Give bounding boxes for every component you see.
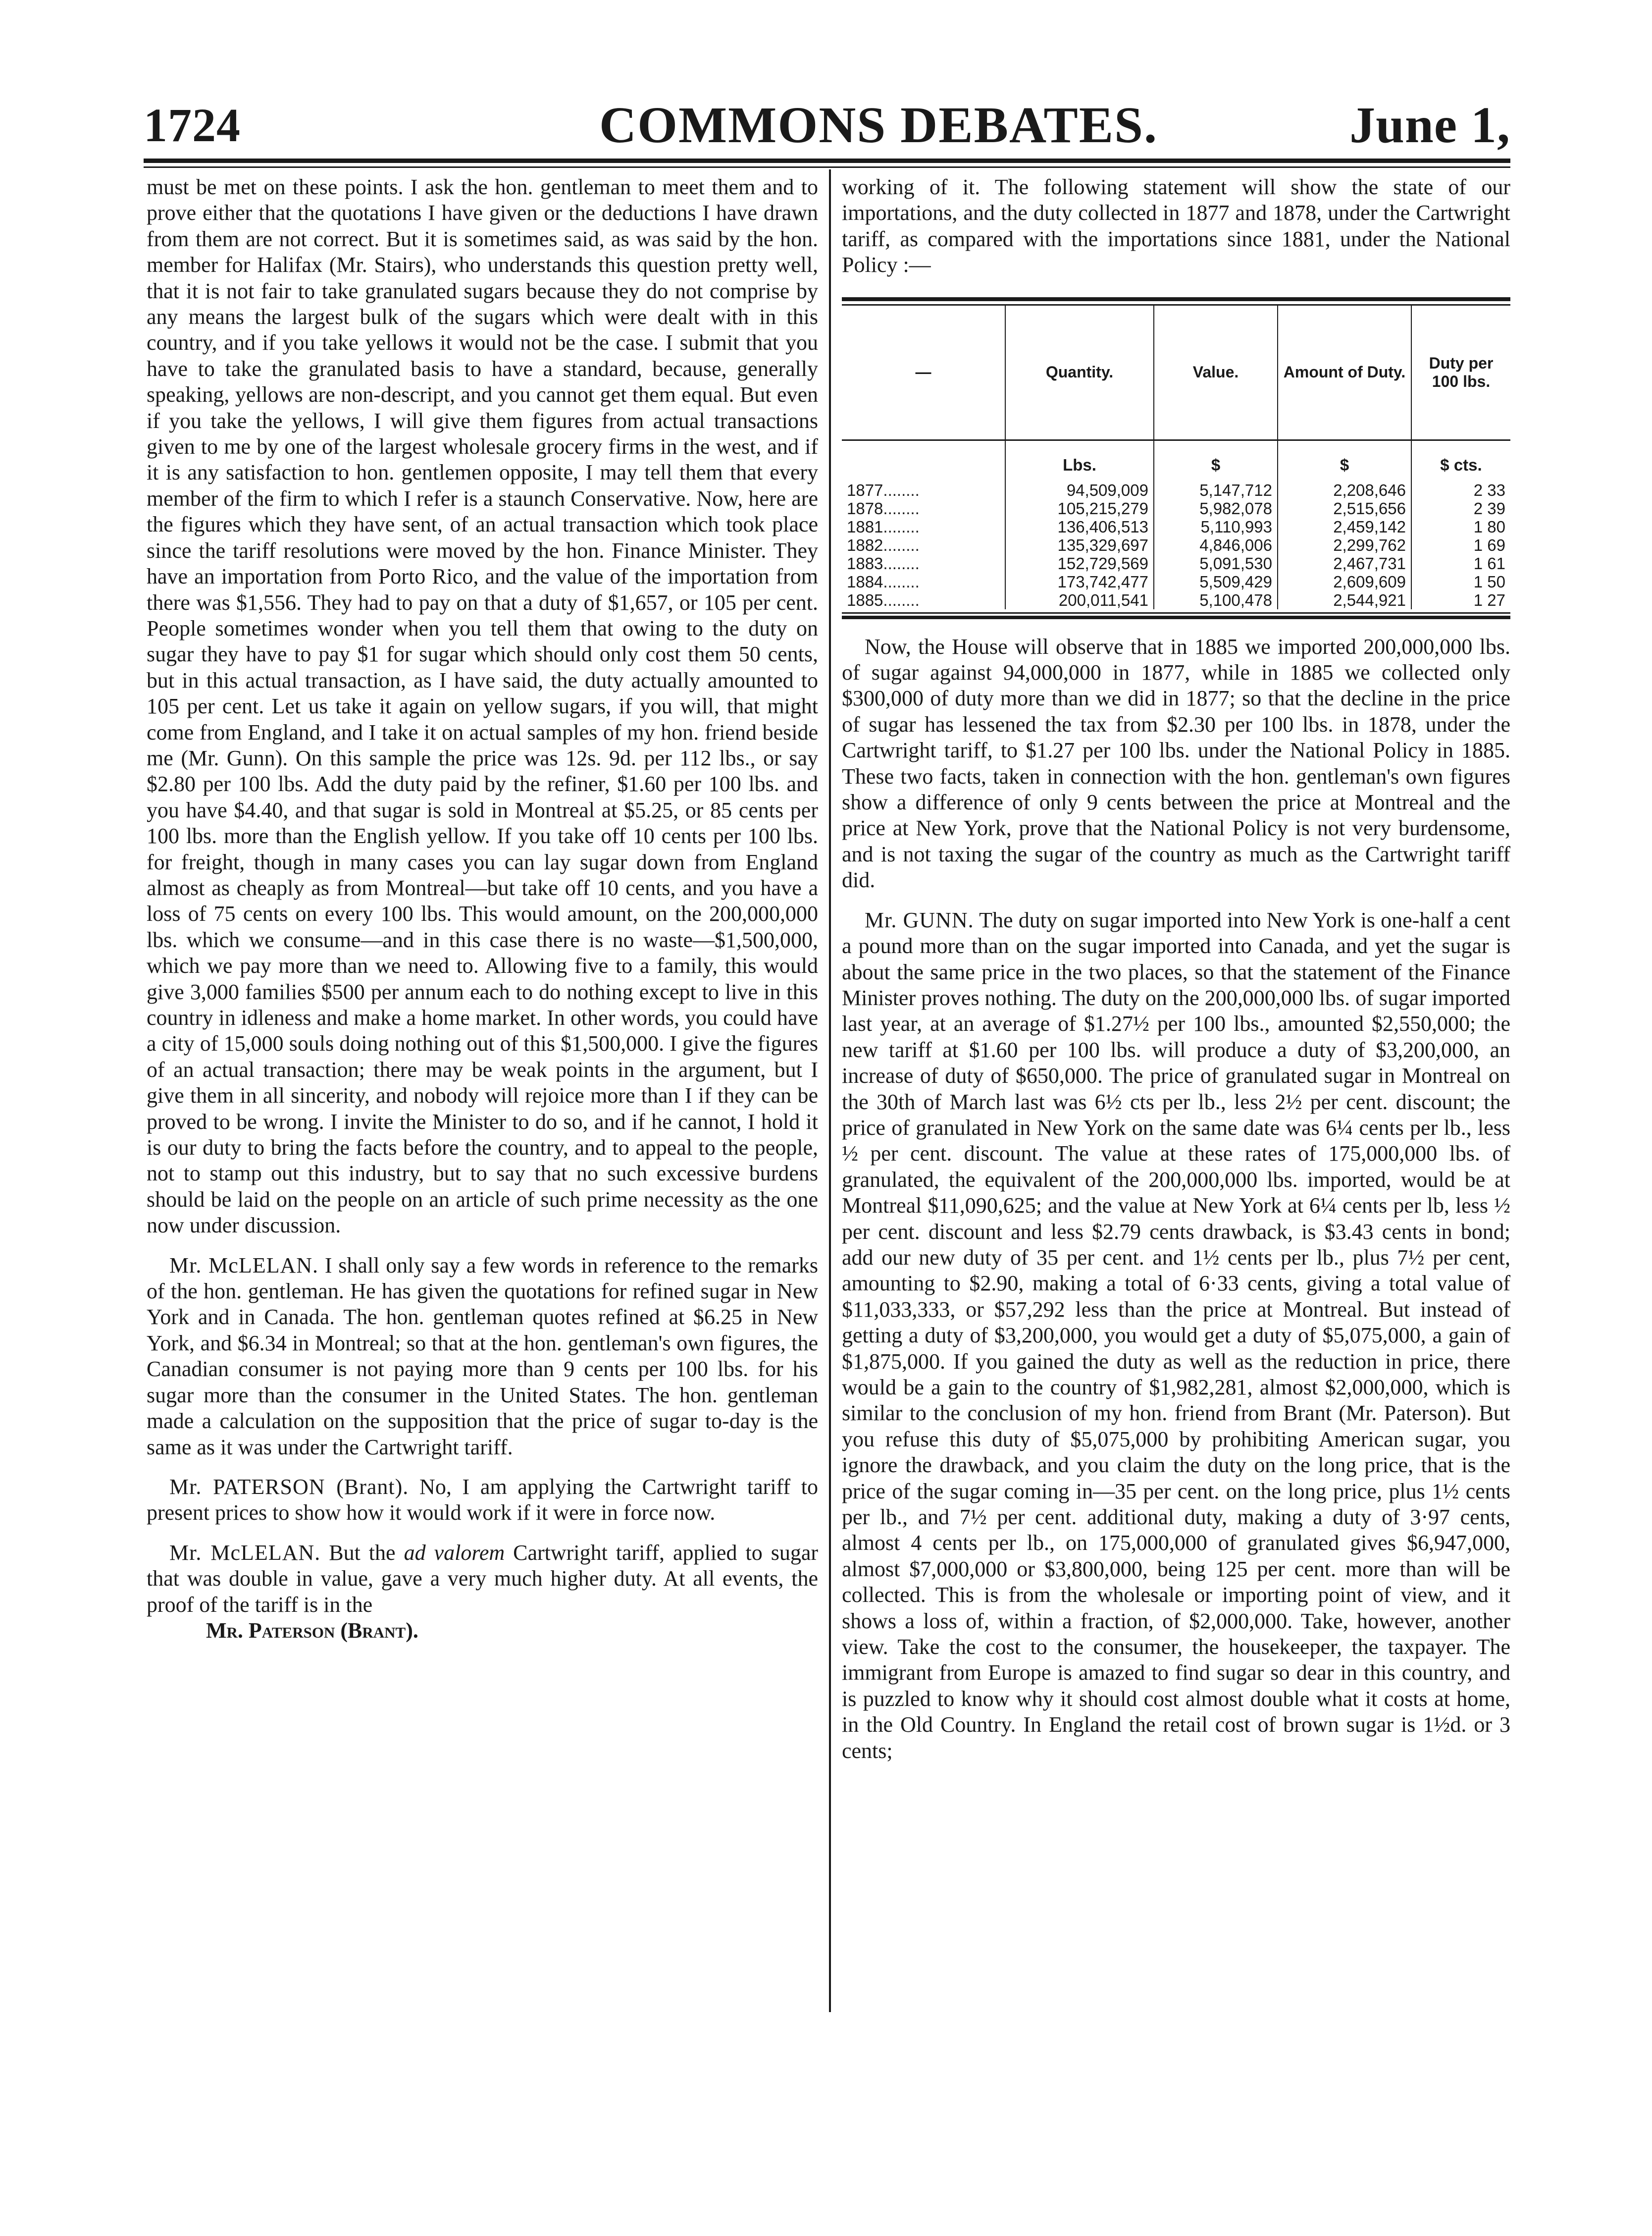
table-units-row: [842, 440, 1510, 481]
speech-text: Cartwright tariff, applied to sugar that was double in value, gave a very much higher duty. At all events, the proof of the tariff is in the: [147, 1540, 819, 1617]
table-header-cell: Value.: [1154, 306, 1278, 440]
speech-text: But the: [329, 1540, 396, 1565]
table-cell: 2,609,609: [1278, 573, 1411, 591]
table-row: [842, 554, 1510, 573]
paragraph-continued: must be met on these points. I ask the hon. gentleman to meet them and to prove either that the quotations I have given or the deductions I have drawn from them are not correct. But it is sometimes said, as was said by the hon. member for Halifax (Mr. Stairs), who understands this question pretty well, that it is not fair to take granulated sugars because they do not comprise by any means the largest bulk of the sugars which were dealt with in this country, and if you take yellows it would not be the case. I submit that you have to take the granulated basis to have a standard, because, generally speaking, yellows are non-descript, and you cannot get them equal. But even if you take the yellows, I will give them figures from actual transactions given to me by one of the largest wholesale grocery firms in the west, and if it is any satisfaction to hon. gentlemen opposite, I may tell them that every member of the firm to which I refer is a staunch Conservative. Now, here are the figures which they have sent, of an actual transaction which took place since the tariff resolutions were moved by the hon. Finance Minister. They have an importation from Porto Rico, and the value of the importation from there was $1,556. They had to pay on that a duty of $1,657, or 105 per cent. People sometimes wonder when you tell them that owing to the duty on sugar they have to pay $1 for sugar which should only cost them 50 cents, but in this actual transaction, as I have said, the duty actually amounted to 105 per cent. Let us take it again on yellow sugars, if you will, that might come from England, and I take it on actual samples of my hon. friend beside me (Mr. Gunn). On this sample the price was 12s. 9d. per 112 lbs., or say $2.80 per 100 lbs. Add the duty paid by the refiner, $1.60 per 100 lbs. and you have $4.40, and that sugar is sold in Montreal at $5.25, or 85 cents per 100 lbs. more than the English yellow. If you take off 10 cents per 100 lbs. for freight, though in many cases you can lay sugar down from England almost as cheaply as from Montreal—but take off 10 cents, and you have a loss of 75 cents on every 100 lbs. This would amount, on the 200,000,000 lbs. which we consume—and in this case there is no waste—$1,500,000, which we pay more than we need to. Allowing five to a family, this would give 3,000 families $500 per annum each to do nothing except to live in this country in idleness and make a home market. In other words, you could have a city of 15,000 souls doing nothing out of this $1,500,000. I give the figures of an actual transaction; there may be weak points in the argument, but I give them in all sincerity, and nobody will rejoice more than I if they can be proved to be wrong. I invite the Minister to do so, and if he cannot, I hold it is our duty to bring the facts before the country, and to appeal to the people, not to stamp out this industry, but to say that no such excessive burdens should be laid on the people on an article of such prime necessity as the one now under discussion.: [147, 175, 818, 1238]
paragraph-intro: working of it. The following statement will show the state of our importations, and the duty collected in 1877 and 1878, under the Cartwright tariff, as compared with the importations since 1881, under the National Policy :—: [842, 175, 1510, 277]
table-rule: [842, 612, 1510, 614]
table-row: [842, 536, 1510, 554]
table-cell-year: 1881........: [842, 518, 1005, 536]
table-cell: 5,982,078: [1154, 499, 1278, 518]
table-unit-cell: $: [1278, 440, 1411, 481]
page-number: 1724: [144, 99, 241, 152]
speaker-name: Mr. McLELAN.: [169, 1540, 321, 1565]
header-rule: [144, 159, 1510, 163]
left-column: [147, 174, 818, 1644]
table-row: [842, 481, 1510, 499]
table-row: [842, 573, 1510, 591]
column-divider: [829, 169, 831, 2012]
speech-text: I shall only say a few words in reference to the remarks of the hon. gentleman. He has given the quotations for refined sugar in New York and in Canada. The hon. gentleman quotes refined at $6.25 in New York, and $6.34 in Montreal; so that at the hon. gentleman's own figures, the Canadian consumer is not paying more than 9 cents per 100 lbs. for his sugar more than the consumer in the United States. The hon. gentleman made a calculation on the supposition that the price of sugar to-day is the same as it was under the Cartwright tariff.: [147, 1253, 819, 1459]
paragraph-after-table: Now, the House will observe that in 1885 we imported 200,000,000 lbs. of sugar against 94,000,000 in 1877, while in 1885 we collected only $300,000 of duty more than we did in 1877; so that the decline in the price of sugar has lessened the tax from $2.30 per 100 lbs. in 1878, under the Cartwright tariff, to $1.27 per 100 lbs. under the National Policy in 1885. These two facts, taken in connection with the hon. gentleman's own figures show a difference of only 9 cents between the price at Montreal and the price at New York, prove that the National Policy is not very burdensome, and is not taxing the sugar of the country as much as the Cartwright tariff did.: [842, 634, 1510, 893]
right-column: [842, 174, 1510, 1764]
speech-text: The duty on sugar imported into New York is one-half a cent a pound more than on the sugar imported into Canada, and yet the sugar is about the same price in the two places, so that the statement of the Finance Minister proves nothing. The duty on the 200,000,000 lbs. of sugar imported last year, at an average of $1.27½ per 100 lbs., amounted $2,550,000; the new tariff at $1.60 per 100 lbs. will produce a duty of $3,200,000, an increase of duty of $650,000. The price of granulated sugar in Montreal on the 30th of March last was 6½ cts per lb., less 2½ per cent. discount; the price of granulated in New York on the same date was 6¼ cents per lb., less ½ per cent. discount. The value at these rates of 175,000,000 lbs. of granulated, the equivalent of the 200,000,000 lbs. imported, would be at Montreal $11,090,625; and the value at New York at 6¼ cents per lb, less ½ per cent. discount and less $2.79 cents drawback, is $3.43 cents in bond; add our new duty of 35 per cent. and 1½ cents per lb., plus 7½ per cent, amounting to $2.90, making a total of 6·33 cents, giving a total value of $11,033,333, or $57,292 less than the price at Montreal. But instead of getting a duty of $3,200,000, you would get a duty of $5,075,000, a gain of $1,875,000. If you gained the duty as well as the reduction in price, there would be a gain to the country of $1,982,281, almost $2,000,000, which is similar to the conclusion of my hon. friend from Brant (Mr. Paterson). But you refuse this duty of $5,075,000 by prohibiting American sugar, you ignore the drawback, and you claim the duty on the long price, that is the price of the sugar coming in—35 per cent. on the long price, plus 1½ cents per lb., and 7½ per cent. additional duty, making a duty of 3·97 cents, almost 4 cents per lb., on 175,000,000 of granulated gives $6,947,000, almost $7,000,000 or $3,800,000, being 125 per cent. more than will be collected. This is from the wholesale or importing point of view, and it shows a loss of, within a fraction, of $2,000,000. Take, however, another view. Take the cost to the consumer, the housekeeper, the taxpayer. The immigrant from Europe is amazed to find sugar so dear in this country, and is puzzled to know why it should cost almost double what it costs at home, in the Old Country. In England the retail cost of brown sugar is 1½d. or 3 cents;: [842, 907, 1510, 1763]
table-cell: 136,406,513: [1005, 518, 1154, 536]
speech-italic: ad valorem: [404, 1540, 505, 1565]
table-row: [842, 518, 1510, 536]
table-cell-year: 1885........: [842, 591, 1005, 609]
paragraph-gunn: [842, 907, 1510, 1764]
table-rule: [842, 297, 1510, 301]
table-cell: 2,515,656: [1278, 499, 1411, 518]
page-title: COMMONS DEBATES.: [599, 97, 1158, 154]
table-cell: 5,110,993: [1154, 518, 1278, 536]
paragraph-mclelan-reply: [147, 1253, 818, 1460]
data-table: [842, 306, 1510, 609]
table-row: [842, 499, 1510, 518]
table-cell-year: 1884........: [842, 573, 1005, 591]
table-unit-cell: [842, 440, 1005, 481]
table-cell: 94,509,009: [1005, 481, 1154, 499]
table-header-cell: Duty per 100 lbs.: [1429, 354, 1494, 390]
speaker-name: Mr. PATERSON (Brant).: [169, 1474, 409, 1499]
table-header-cell: —: [842, 306, 1005, 440]
table-cell: 2 33: [1473, 480, 1505, 499]
table-cell: 2,467,731: [1278, 554, 1411, 573]
table-cell: 173,742,477: [1005, 573, 1154, 591]
table-cell: 4,846,006: [1154, 536, 1278, 554]
table-cell: 5,147,712: [1154, 481, 1278, 499]
table-cell: 2,299,762: [1278, 536, 1411, 554]
page-header: [144, 93, 1510, 158]
table-header-cell: Amount of Duty.: [1278, 306, 1411, 440]
table-unit-cell: Lbs.: [1005, 440, 1154, 481]
table-cell: 1 61: [1473, 554, 1505, 573]
table-cell: 1 80: [1473, 517, 1505, 536]
table-cell-year: 1878........: [842, 499, 1005, 518]
table-cell: 2,459,142: [1278, 518, 1411, 536]
table-unit-cell: $ cts.: [1411, 440, 1510, 481]
table-header-cell: Quantity.: [1005, 306, 1154, 440]
table-cell: 1 50: [1473, 572, 1505, 591]
table-cell: 1 69: [1473, 535, 1505, 554]
table-cell: 5,509,429: [1154, 573, 1278, 591]
table-cell: 5,100,478: [1154, 591, 1278, 609]
table-cell: 152,729,569: [1005, 554, 1154, 573]
header-rule-thin: [144, 166, 1510, 168]
paragraph-paterson: [147, 1474, 818, 1526]
speaker-name: Mr. McLELAN.: [169, 1253, 318, 1278]
catchword: Mr. Paterson (Brant).: [206, 1618, 418, 1643]
table-cell: 200,011,541: [1005, 591, 1154, 609]
sugar-import-table: [842, 297, 1510, 619]
table-cell: 2,208,646: [1278, 481, 1411, 499]
table-cell: 2 39: [1473, 499, 1505, 518]
table-cell: 135,329,697: [1005, 536, 1154, 554]
table-cell: 2,544,921: [1278, 591, 1411, 609]
table-header-row: [842, 306, 1510, 440]
paragraph-mclelan-second: [147, 1540, 818, 1618]
table-rule: [842, 616, 1510, 619]
table-unit-cell: $: [1154, 440, 1278, 481]
speaker-name: Mr. GUNN.: [865, 907, 974, 932]
table-cell-year: 1882........: [842, 536, 1005, 554]
table-row: [842, 591, 1510, 609]
table-cell-year: 1883........: [842, 554, 1005, 573]
table-cell-year: 1877........: [842, 481, 1005, 499]
table-cell: 5,091,530: [1154, 554, 1278, 573]
table-cell: 1 27: [1473, 590, 1505, 609]
speech-text: No, I am applying the Cartwright tariff to present prices to show how it would work if it were in force now.: [147, 1474, 819, 1525]
table-cell: 105,215,279: [1005, 499, 1154, 518]
page-date: June 1,: [1349, 97, 1510, 154]
